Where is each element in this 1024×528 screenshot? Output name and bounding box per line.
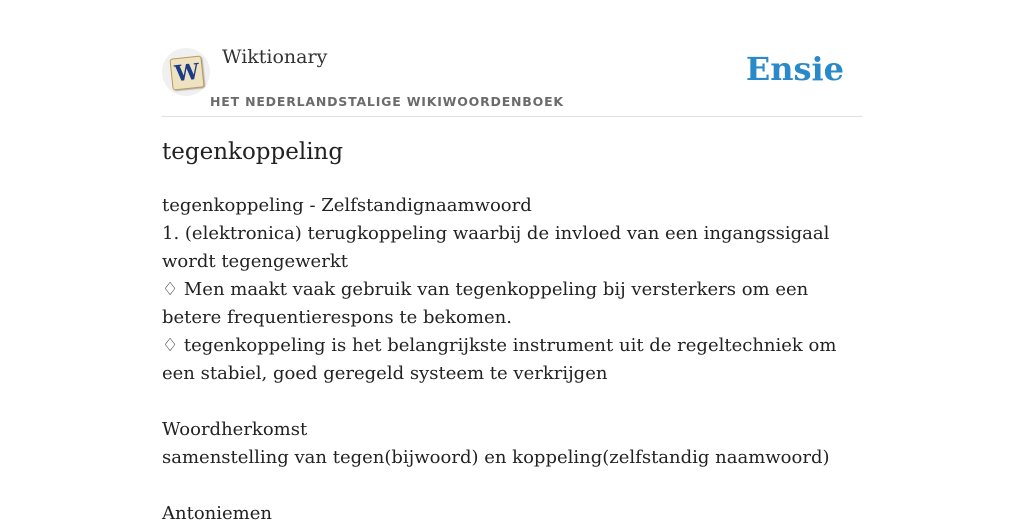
example-sentence: ♢ tegenkoppeling is het belangrijkste instrument uit de regeltechniek om een stabiel, goed geregeld systeem te verkrijgen	[162, 335, 837, 384]
antonyms-heading: Antoniemen	[162, 503, 272, 524]
example-sentence: ♢ Men maakt vaak gebruik van tegenkoppeling bij versterkers om een betere frequentierespons te bekomen.	[162, 279, 809, 328]
entry-content	[162, 192, 862, 528]
site-header	[162, 40, 862, 117]
etymology-heading: Woordherkomst	[162, 419, 308, 440]
wiktionary-logo[interactable]	[162, 48, 210, 96]
ensie-brand-logo[interactable]: Ensie	[745, 50, 844, 88]
definition: 1. (elektronica) terugkoppeling waarbij de invloed van een ingangssigaal wordt tegengewerkt	[162, 223, 830, 272]
word-type-line: tegenkoppeling - Zelfstandignaamwoord	[162, 195, 532, 216]
page-title: tegenkoppeling	[162, 139, 344, 165]
site-tagline: HET NEDERLANDSTALIGE WIKIWOORDENBOEK	[210, 94, 564, 109]
spacer	[162, 472, 862, 500]
etymology-text: samenstelling van tegen(bijwoord) en koppeling(zelfstandig naamwoord)	[162, 447, 830, 468]
site-name[interactable]: Wiktionary	[222, 46, 328, 68]
spacer	[162, 388, 862, 416]
wiktionary-logo-icon: W	[169, 55, 204, 90]
